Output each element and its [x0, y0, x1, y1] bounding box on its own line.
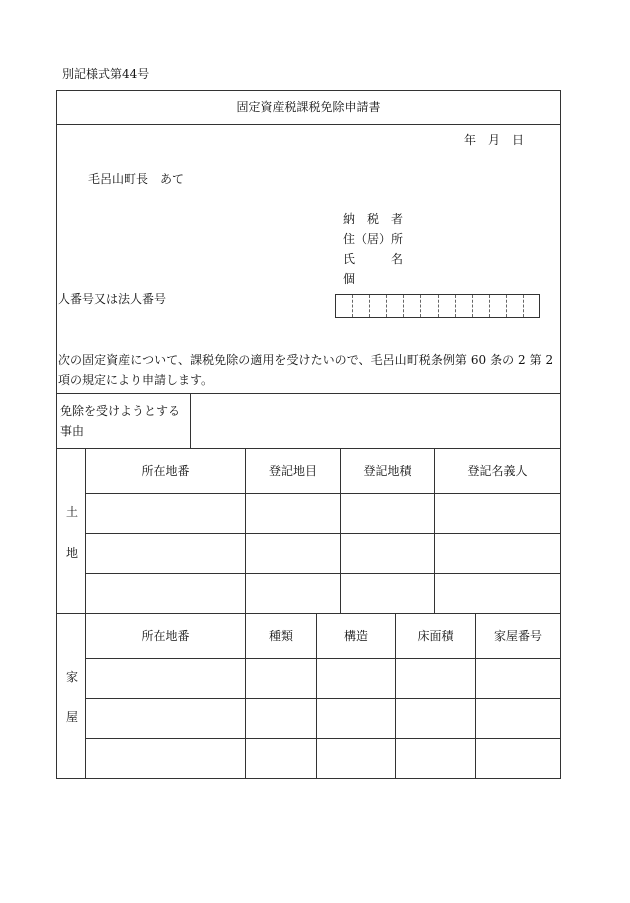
- land-header-category: 登記地目: [268, 464, 317, 478]
- taxpayer-label: 納 税 者: [343, 212, 404, 226]
- land-cell-area-1[interactable]: [341, 494, 434, 533]
- house-header-structure: 構造: [343, 629, 368, 643]
- house-label-2: 屋: [66, 710, 79, 724]
- house-cell-number-3[interactable]: [476, 739, 560, 778]
- house-cell-type-1[interactable]: [246, 659, 316, 698]
- land-header-owner: 登記名義人: [467, 464, 528, 478]
- land-cell-location-3[interactable]: [86, 574, 245, 612]
- house-header-type: 種類: [268, 629, 293, 643]
- house-cell-type-2[interactable]: [246, 699, 316, 738]
- land-top-divider: [56, 448, 561, 449]
- land-cell-owner-2[interactable]: [435, 534, 560, 573]
- id-digit-divider: [420, 295, 421, 317]
- house-header-number: 家屋番号: [493, 629, 542, 643]
- id-digit-divider: [506, 295, 507, 317]
- land-cell-location-1[interactable]: [86, 494, 245, 533]
- house-cell-number-2[interactable]: [476, 699, 560, 738]
- land-cell-category-3[interactable]: [246, 574, 340, 612]
- house-cell-floor-area-1[interactable]: [396, 659, 475, 698]
- id-digit-divider: [369, 295, 370, 317]
- form-id: 別記様式第44号: [62, 67, 150, 81]
- land-cell-category-2[interactable]: [246, 534, 340, 573]
- land-header-area: 登記地積: [363, 464, 412, 478]
- land-cell-area-3[interactable]: [341, 574, 434, 612]
- house-cell-floor-area-2[interactable]: [396, 699, 475, 738]
- reason-label-2: 事由: [60, 424, 85, 438]
- address-label: 住（居）所: [343, 232, 404, 246]
- house-cell-structure-2[interactable]: [317, 699, 395, 738]
- id-digit-divider: [489, 295, 490, 317]
- house-label-1: 家: [66, 670, 79, 684]
- date-month-label: 月: [488, 133, 501, 147]
- land-cell-area-2[interactable]: [341, 534, 434, 573]
- house-top-divider: [56, 613, 561, 614]
- house-header-location: 所在地番: [141, 629, 190, 643]
- reason-field[interactable]: [191, 394, 560, 447]
- house-cell-location-3[interactable]: [86, 739, 245, 778]
- land-cell-owner-1[interactable]: [435, 494, 560, 533]
- date-year-label: 年: [464, 133, 477, 147]
- form-title: 固定資産税課税免除申請書: [236, 100, 381, 114]
- id-digit-divider: [455, 295, 456, 317]
- statement-line-2: 項の規定により申請します。: [58, 373, 214, 387]
- id-digit-divider: [438, 295, 439, 317]
- addressee: 毛呂山町長 あて: [88, 172, 185, 186]
- statement-line-1: 次の固定資産について、課税免除の適用を受けたいので、毛呂山町税条例第 60 条の 2 第 2: [58, 353, 554, 367]
- house-cell-location-2[interactable]: [86, 699, 245, 738]
- id-digit-divider: [523, 295, 524, 317]
- id-digit-divider: [352, 295, 353, 317]
- id-digit-divider: [386, 295, 387, 317]
- title-divider: [56, 124, 561, 125]
- date-day-label: 日: [512, 133, 525, 147]
- land-label-1: 土: [66, 505, 79, 519]
- house-header-floor-area: 床面積: [417, 629, 454, 643]
- house-cell-type-3[interactable]: [246, 739, 316, 778]
- house-cell-number-1[interactable]: [476, 659, 560, 698]
- id-number-label: 人番号又は法人番号: [58, 292, 167, 306]
- id-digit-divider: [472, 295, 473, 317]
- land-header-location: 所在地番: [141, 464, 190, 478]
- house-cell-location-1[interactable]: [86, 659, 245, 698]
- land-cell-owner-3[interactable]: [435, 574, 560, 612]
- id-digit-divider: [403, 295, 404, 317]
- id-prefix: 個: [343, 272, 356, 286]
- reason-label-1: 免除を受けようとする: [60, 404, 181, 418]
- land-cell-location-2[interactable]: [86, 534, 245, 573]
- land-label-2: 地: [66, 546, 79, 560]
- land-cell-category-1[interactable]: [246, 494, 340, 533]
- house-cell-structure-3[interactable]: [317, 739, 395, 778]
- house-cell-floor-area-3[interactable]: [396, 739, 475, 778]
- name-label: 氏 名: [343, 252, 404, 266]
- house-cell-structure-1[interactable]: [317, 659, 395, 698]
